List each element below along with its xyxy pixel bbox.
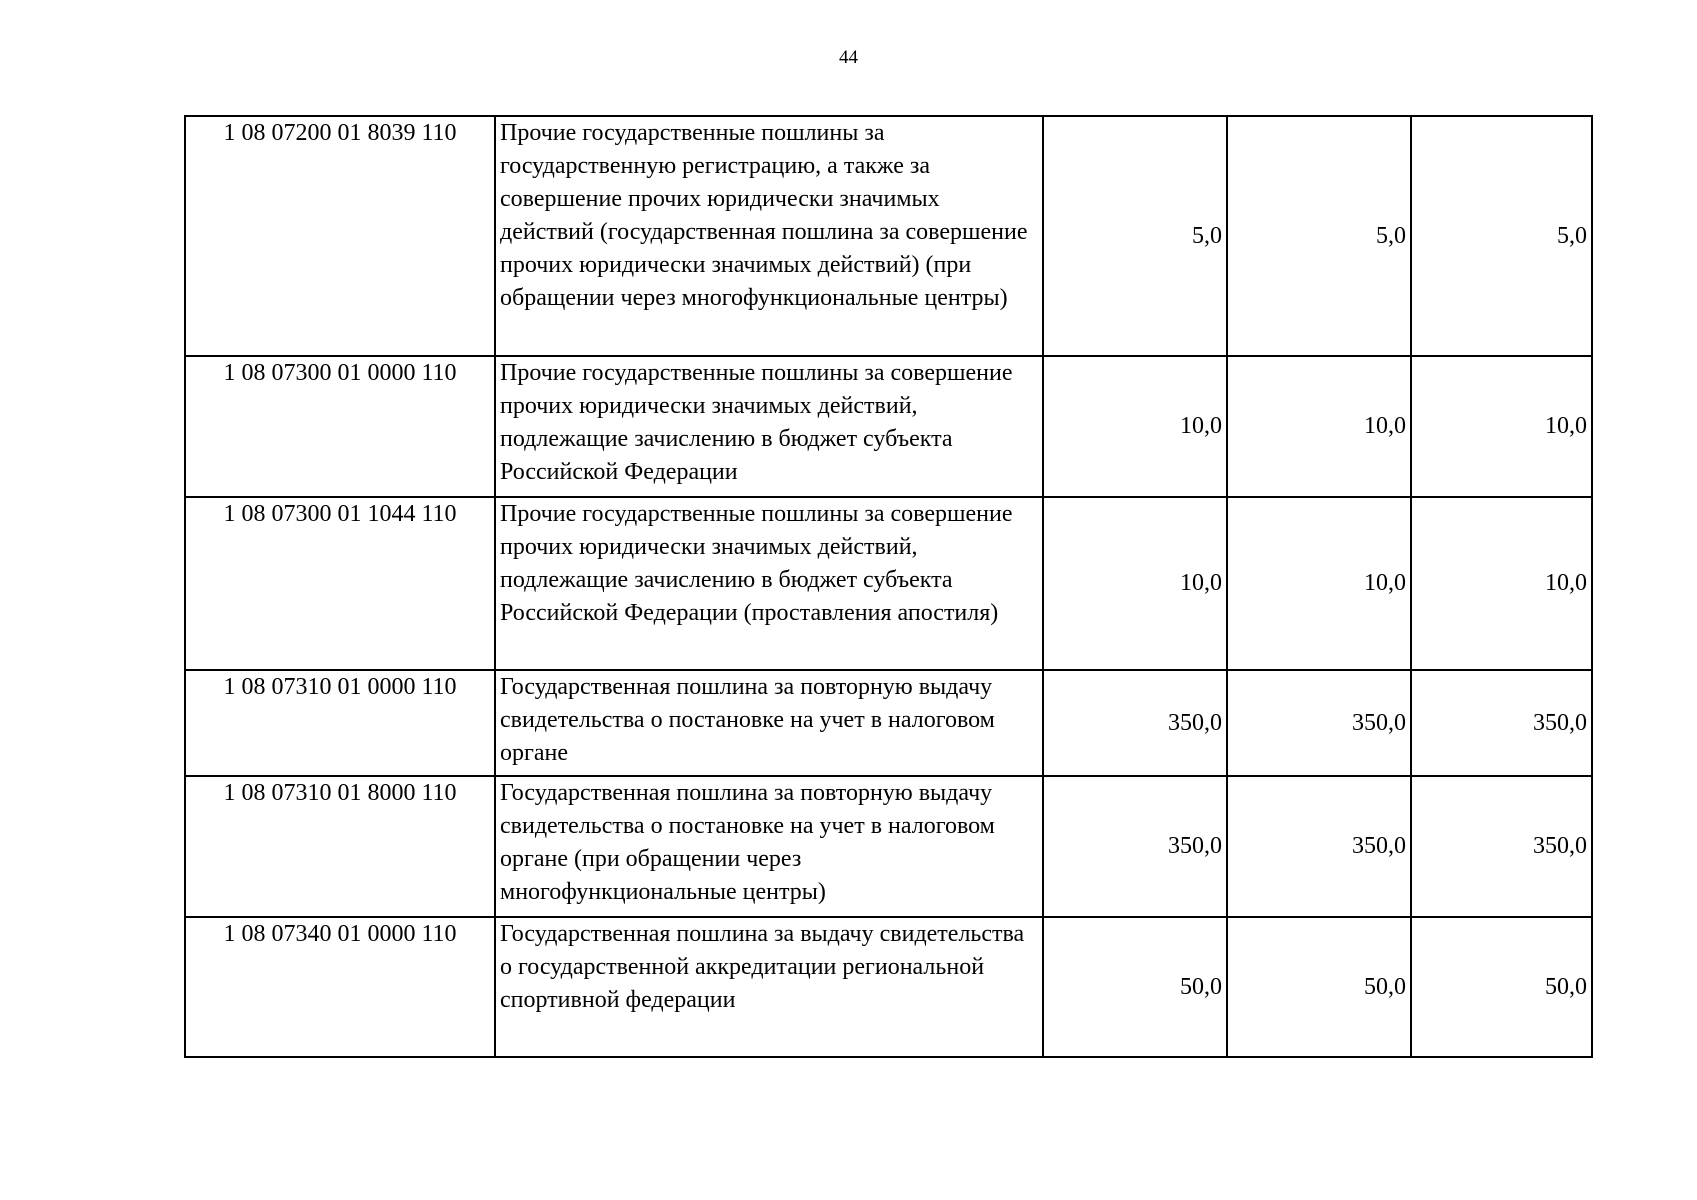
value-year-1-cell: 350,0 bbox=[1043, 776, 1227, 917]
description-cell: Государственная пошлина за повторную выдачу свидетельства о постановке на учет в налоговом органе (при обращении через многофункциональные центры) bbox=[495, 776, 1043, 917]
value-year-2-cell: 350,0 bbox=[1227, 670, 1411, 776]
value-year-2-cell: 5,0 bbox=[1227, 116, 1411, 356]
budget-code-cell: 1 08 07200 01 8039 110 bbox=[185, 116, 495, 356]
value-year-3-cell: 350,0 bbox=[1411, 776, 1592, 917]
budget-code-cell: 1 08 07340 01 0000 110 bbox=[185, 917, 495, 1057]
value-year-1-cell: 50,0 bbox=[1043, 917, 1227, 1057]
budget-code-cell: 1 08 07300 01 0000 110 bbox=[185, 356, 495, 497]
value-year-3-cell: 5,0 bbox=[1411, 116, 1592, 356]
value-year-3-cell: 50,0 bbox=[1411, 917, 1592, 1057]
description-cell: Прочие государственные пошлины за совершение прочих юридически значимых действий, подлежащие зачислению в бюджет субъекта Российской Федерации bbox=[495, 356, 1043, 497]
table-row bbox=[185, 497, 1592, 670]
table-row bbox=[185, 776, 1592, 917]
budget-revenue-table bbox=[184, 115, 1593, 1058]
value-year-1-cell: 350,0 bbox=[1043, 670, 1227, 776]
value-year-3-cell: 10,0 bbox=[1411, 497, 1592, 670]
value-year-1-cell: 5,0 bbox=[1043, 116, 1227, 356]
table-row bbox=[185, 356, 1592, 497]
value-year-2-cell: 50,0 bbox=[1227, 917, 1411, 1057]
value-year-2-cell: 350,0 bbox=[1227, 776, 1411, 917]
value-year-3-cell: 350,0 bbox=[1411, 670, 1592, 776]
value-year-1-cell: 10,0 bbox=[1043, 356, 1227, 497]
budget-code-cell: 1 08 07300 01 1044 110 bbox=[185, 497, 495, 670]
description-cell: Государственная пошлина за повторную выдачу свидетельства о постановке на учет в налоговом органе bbox=[495, 670, 1043, 776]
table-row bbox=[185, 670, 1592, 776]
table-row bbox=[185, 116, 1592, 356]
budget-code-cell: 1 08 07310 01 0000 110 bbox=[185, 670, 495, 776]
value-year-2-cell: 10,0 bbox=[1227, 356, 1411, 497]
page-number: 44 bbox=[839, 47, 858, 68]
description-cell: Прочие государственные пошлины за государственную регистрацию, а также за совершение прочих юридически значимых действий (государственная пошлина за совершение прочих юридически значимых действий) (при обращении через многофункциональные центры) bbox=[495, 116, 1043, 356]
value-year-3-cell: 10,0 bbox=[1411, 356, 1592, 497]
table-row bbox=[185, 917, 1592, 1057]
description-cell: Прочие государственные пошлины за совершение прочих юридически значимых действий, подлежащие зачислению в бюджет субъекта Российской Федерации (проставления апостиля) bbox=[495, 497, 1043, 670]
description-cell: Государственная пошлина за выдачу свидетельства о государственной аккредитации региональной спортивной федерации bbox=[495, 917, 1043, 1057]
budget-code-cell: 1 08 07310 01 8000 110 bbox=[185, 776, 495, 917]
value-year-2-cell: 10,0 bbox=[1227, 497, 1411, 670]
value-year-1-cell: 10,0 bbox=[1043, 497, 1227, 670]
